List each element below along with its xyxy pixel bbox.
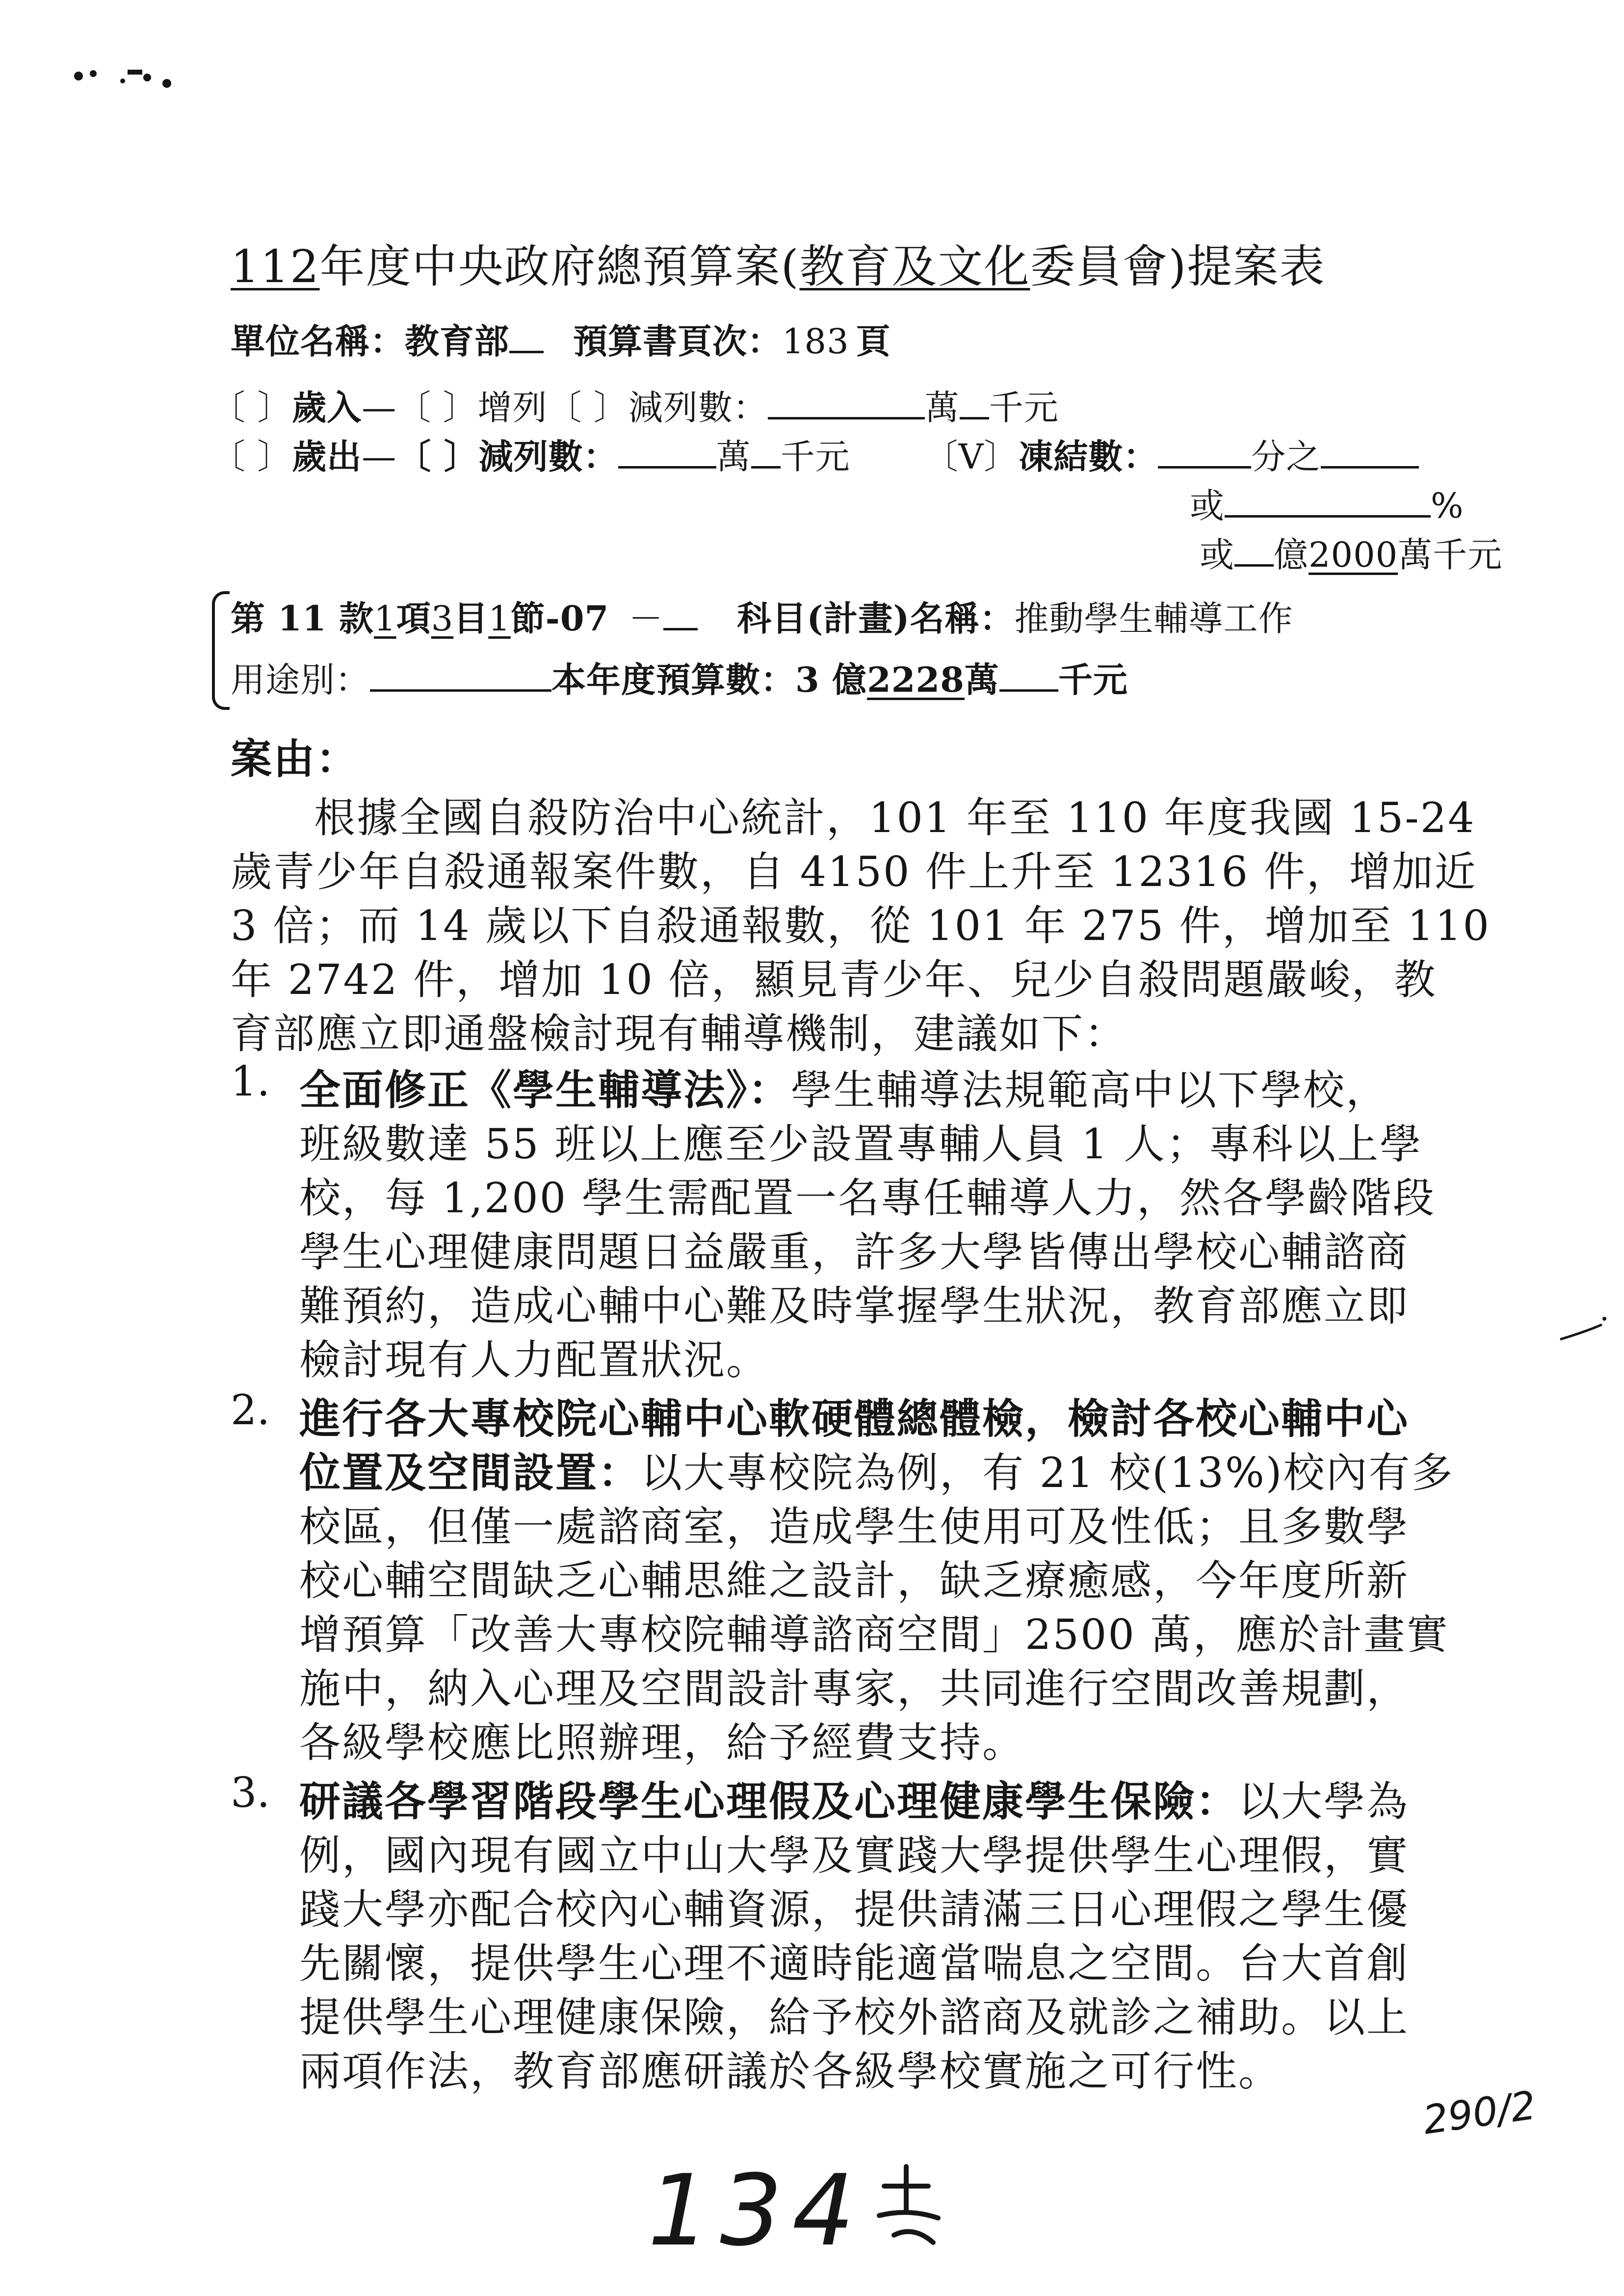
item-3-heading: 研議各學習階段學生心理假及心理健康學生保險： (299, 1777, 1239, 1826)
budget-qian-blank (999, 660, 1058, 692)
alt-unit-yi: 億 (1274, 535, 1309, 575)
budget-wan-amount: 2228 (867, 659, 965, 700)
revenue-dash: — (362, 388, 397, 428)
item-2-first-text: 以大專校院為例，有 21 校(13%)校內有多 (641, 1449, 1454, 1497)
item-2-line-3: 校區，但僅一處諮商室，造成學生使用可及性低；且多數學 (299, 1503, 1410, 1551)
alt-amount-line (1200, 527, 1502, 577)
item-3-first-line (299, 1769, 1409, 1828)
alt-percent-unit: % (1431, 486, 1464, 526)
kuan-label: 第 11 款 (231, 598, 374, 639)
item-1-line-6: 檢討現有人力配置狀況。 (299, 1336, 769, 1384)
expense-unit-qian: 千元 (780, 437, 850, 477)
budget-label: 本年度預算數： (551, 659, 795, 700)
item-2-line-4: 校心輔空間缺乏心輔思維之設計，缺乏療癒感，今年度所新 (299, 1557, 1410, 1605)
page-unit: 頁 (856, 321, 891, 362)
budget-yi: 3 億 (795, 659, 867, 700)
title-year: 112 (231, 240, 320, 293)
item-1-number: 1. (231, 1057, 270, 1105)
item-3-number: 3. (231, 1769, 270, 1817)
handwritten-digits: 134 (648, 2154, 864, 2268)
freeze-denominator-blank (1321, 437, 1419, 469)
item-1-line-2: 班級數達 55 班以上應至少設置專輔人員 1 人；專科以上學 (299, 1120, 1423, 1168)
freeze-label: 凍結數： (1019, 436, 1158, 477)
title-pre: 年度中央政府總預算案( (319, 240, 800, 293)
revenue-unit-wan: 萬 (924, 388, 960, 428)
freeze-bracket: 〔V〕 (923, 437, 1019, 477)
expense-qian-blank (751, 437, 781, 469)
expense-bracket: 〔 〕 (211, 437, 292, 477)
page-label: 預算書頁次： (573, 321, 782, 362)
item-3-line-5: 提供學生心理健康保險，給予校外諮商及就診之補助。以上 (299, 1993, 1410, 2041)
revenue-qian-blank (960, 388, 989, 419)
unit-label: 單位名稱： (231, 321, 405, 362)
budget-wan: 萬 (964, 659, 999, 700)
item-bracket (212, 591, 230, 710)
mu-label: 目 (453, 598, 489, 639)
item-blank (663, 599, 698, 630)
expense-dash: — (362, 437, 397, 477)
item-1-first-text: 學生輔導法規範高中以下學校， (791, 1066, 1389, 1114)
item-2-number: 2. (231, 1386, 270, 1434)
expense-unit-wan: 萬 (716, 437, 751, 477)
item-3-line-6: 兩項作法，教育部應研議於各級學校實施之可行性。 (299, 2047, 1282, 2095)
item-2-line-5: 增預算「改善大專校院輔導諮商空間」2500 萬，應於計畫實 (299, 1611, 1449, 1659)
form-title (231, 231, 1325, 295)
item-2-line-7: 各級學校應比照辦理，給予經費支持。 (299, 1719, 1025, 1767)
item-1-line-5: 難預約，造成心輔中心難及時掌握學生狀況，教育部應立即 (299, 1282, 1410, 1330)
unit-name: 教育部 (405, 321, 509, 362)
subject-label: 科目(計畫)名稱： (737, 598, 1015, 639)
alt-yi-blank (1234, 535, 1274, 567)
item-3-line-4: 先關懷，提供學生心理不適時能適當喘息之空間。台大首創 (299, 1939, 1410, 1987)
subject-name: 推動學生輔導工作 (1014, 599, 1293, 639)
intro-line-1: 根據全國自殺防治中心統計，101 年至 110 年度我國 15-24 (314, 794, 1476, 842)
item-2-line-6: 施中，納入心理及空間設計專家，共同進行空間改善規劃， (299, 1665, 1410, 1713)
usage-line (231, 652, 1128, 702)
item-2-heading: 進行各大專校院心輔中心軟硬體總體檢，檢討各校心輔中心 (299, 1394, 1410, 1443)
page-number: 183 (782, 321, 849, 362)
budget-unit: 千元 (1058, 659, 1128, 700)
title-committee: 教育及文化 (799, 240, 1030, 293)
title-post: 委員會)提案表 (1030, 240, 1326, 293)
revenue-increase-option: 〔 〕增列 (396, 388, 548, 428)
revenue-unit-qian: 千元 (989, 388, 1059, 428)
budget-item-line (231, 591, 1293, 641)
unit-blank (509, 321, 544, 353)
alt-percent-blank (1225, 486, 1431, 518)
item-3-first-text: 以大學為 (1238, 1777, 1410, 1826)
revenue-line (211, 380, 1059, 430)
xiang-number: 1 (374, 599, 396, 639)
jie-label: 節-07 (510, 598, 609, 639)
mu-number: 3 (431, 599, 454, 639)
stray-mark (1555, 1315, 1614, 1344)
expense-wan-blank (618, 437, 716, 469)
scan-specks (69, 59, 186, 98)
revenue-decrease-option: 〔 〕減列數： (547, 388, 768, 428)
intro-line-5: 育部應立即通盤檢討現有輔導機制，建議如下： (231, 1010, 1127, 1058)
intro-line-4: 年 2742 件，增加 10 倍，顯見青少年、兒少自殺問題嚴峻，教 (231, 956, 1437, 1004)
intro-line-2: 歲青少年自殺通報案件數，自 4150 件上升至 12316 件，增加近 (231, 848, 1477, 896)
expense-decrease-option: 〔 〕減列數： (396, 436, 618, 477)
handwritten-number (648, 2154, 953, 2278)
alt-unit-wan: 萬千元 (1398, 535, 1503, 575)
alt-amount: 2000 (1309, 535, 1398, 575)
handwritten-scribble (864, 2157, 953, 2278)
revenue-label: 歲入 (292, 387, 362, 428)
item-3-line-3: 踐大學亦配合校內心輔資源，提供請滿三日心理假之學生優 (299, 1885, 1410, 1933)
item-2-heading-2: 位置及空間設置： (299, 1448, 641, 1497)
item-1-line-3: 校，每 1,200 學生需配置一名專任輔導人力，然各學齡階段 (299, 1174, 1436, 1222)
alt-amount-prefix: 或 (1200, 535, 1234, 575)
expense-line (211, 429, 1419, 479)
revenue-bracket: 〔 〕 (211, 388, 292, 428)
usage-blank (370, 660, 551, 692)
item-1-line-4: 學生心理健康問題日益嚴重，許多大學皆傳出學校心輔諮商 (299, 1228, 1410, 1276)
revenue-wan-blank (768, 388, 925, 419)
freeze-fraction: 分之 (1251, 437, 1321, 477)
alt-percent-line (1190, 478, 1464, 528)
xiang-label: 項 (396, 598, 431, 639)
jie-number: 1 (488, 599, 511, 639)
expense-label: 歲出 (292, 436, 362, 477)
page-mark: 290/2 (1420, 2082, 1539, 2143)
unit-line (231, 314, 891, 364)
item-2-second-line (299, 1440, 1454, 1499)
item-1-heading: 全面修正《學生輔導法》： (299, 1066, 791, 1114)
usage-label: 用途別： (231, 660, 370, 700)
item-3-line-2: 例，國內現有國立中山大學及實踐大學提供學生心理假，實 (299, 1831, 1410, 1879)
item-1-first-line (299, 1057, 1388, 1117)
alt-percent-prefix: 或 (1190, 486, 1225, 526)
item-dash: － (629, 599, 664, 639)
freeze-numerator-blank (1158, 437, 1251, 469)
case-label: 案由： (231, 734, 359, 783)
intro-line-3: 3 倍；而 14 歲以下自殺通報數，從 101 年 275 件，增加至 110 (231, 902, 1491, 950)
